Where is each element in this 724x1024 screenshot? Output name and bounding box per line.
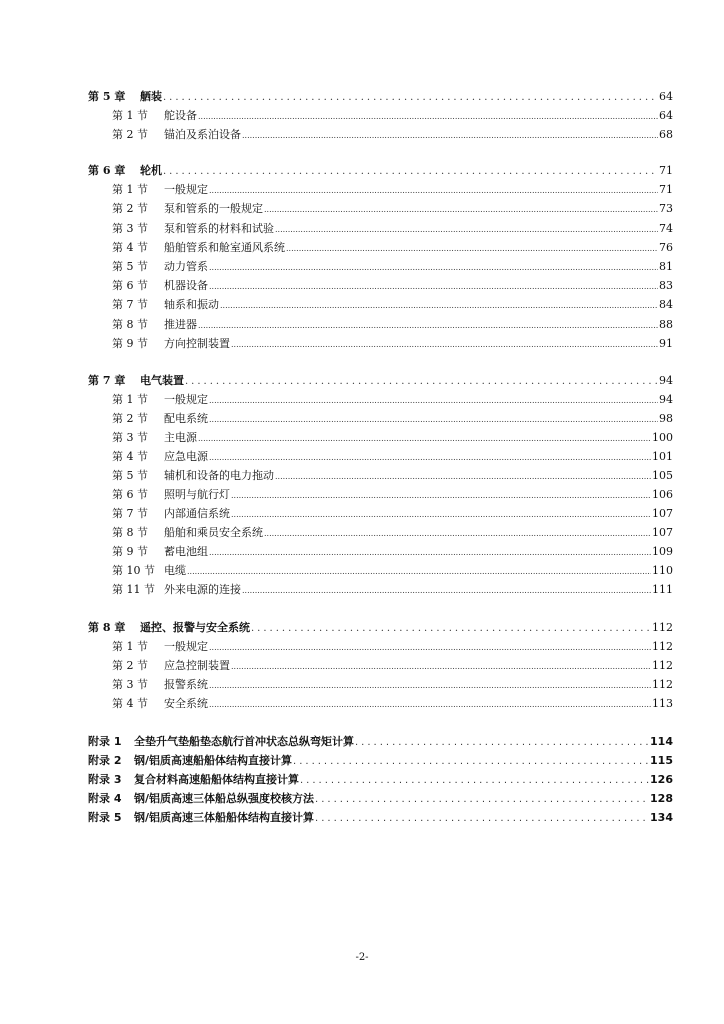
toc-entry-page: 101 xyxy=(652,450,673,463)
toc-entry-title: 安全系统 xyxy=(164,697,208,710)
dot-leader xyxy=(231,489,651,503)
toc-entry-number: 第 3 节 xyxy=(112,678,148,691)
dot-leader xyxy=(209,413,658,427)
toc-entry-number: 第 6 节 xyxy=(112,488,148,501)
toc-entry-title: 钢/铝质高速三体船总纵强度校核方法 xyxy=(134,792,315,805)
toc-chapter-entry[interactable] xyxy=(88,374,673,389)
toc-entry-title: 蓄电池组 xyxy=(164,545,208,558)
toc-entry-title: 主电源 xyxy=(164,431,197,444)
toc-entry-title: 电气装置 xyxy=(140,374,184,387)
toc-section-entry[interactable] xyxy=(112,241,673,256)
toc-entry-title: 船舶和乘员安全系统 xyxy=(164,526,263,539)
toc-entry-page: 73 xyxy=(659,202,673,215)
toc-entry-title: 钢/铝质高速三体船船体结构直接计算 xyxy=(134,811,315,824)
dot-leader xyxy=(315,793,649,807)
toc-entry-page: 71 xyxy=(659,183,673,196)
dot-leader xyxy=(209,698,651,712)
toc-section-entry[interactable] xyxy=(112,545,673,560)
toc-section-entry[interactable] xyxy=(112,488,673,503)
toc-entry-title: 外来电源的连接 xyxy=(164,583,241,596)
toc-chapter-entry[interactable] xyxy=(88,90,673,105)
dot-leader xyxy=(242,584,651,598)
dot-leader xyxy=(275,223,658,237)
toc-entry-number: 第 7 节 xyxy=(112,507,148,520)
toc-entry-page: 74 xyxy=(659,222,673,235)
toc-entry-title: 方向控制装置 xyxy=(164,337,230,350)
toc-entry-page: 64 xyxy=(659,90,673,103)
toc-entry-title: 配电系统 xyxy=(164,412,208,425)
dot-leader xyxy=(231,508,651,522)
toc-entry-number: 第 5 章 xyxy=(88,90,126,103)
dot-leader xyxy=(209,546,651,560)
dot-leader xyxy=(220,299,658,313)
toc-entry-page: 88 xyxy=(659,318,673,331)
toc-entry-title: 遥控、报警与安全系统 xyxy=(140,621,250,634)
toc-entry-page: 111 xyxy=(652,583,673,596)
toc-section-entry[interactable] xyxy=(112,279,673,294)
dot-leader xyxy=(355,736,649,750)
toc-section-entry[interactable] xyxy=(112,260,673,275)
toc-chapter-entry[interactable] xyxy=(88,621,673,636)
toc-entry-title: 应急电源 xyxy=(164,450,208,463)
toc-entry-title: 轮机 xyxy=(140,164,162,177)
toc-section-entry[interactable] xyxy=(112,183,673,198)
toc-entry-title: 舾装 xyxy=(140,90,162,103)
toc-entry-page: 114 xyxy=(650,735,673,748)
toc-entry-title: 电缆 xyxy=(164,564,186,577)
dot-leader xyxy=(198,319,658,333)
toc-entry-number: 第 1 节 xyxy=(112,393,148,406)
dot-leader xyxy=(275,470,651,484)
toc-entry-page: 112 xyxy=(652,621,673,634)
toc-entry-title: 泵和管系的材料和试验 xyxy=(164,222,274,235)
toc-section-entry[interactable] xyxy=(112,659,673,674)
toc-entry-number: 第 8 章 xyxy=(88,621,126,634)
toc-entry-number: 第 9 节 xyxy=(112,337,148,350)
toc-entry-page: 94 xyxy=(659,393,673,406)
dot-leader xyxy=(231,660,651,674)
dot-leader xyxy=(209,641,651,655)
toc-entry-title: 钢/铝质高速船船体结构直接计算 xyxy=(134,754,293,767)
toc-section-entry[interactable] xyxy=(112,507,673,522)
toc-entry-number: 第 9 节 xyxy=(112,545,148,558)
toc-entry-title: 照明与航行灯 xyxy=(164,488,230,501)
toc-entry-title: 复合材料高速船船体结构直接计算 xyxy=(134,773,299,786)
toc-entry-number: 第 11 节 xyxy=(112,583,155,596)
toc-entry-title: 动力管系 xyxy=(164,260,208,273)
toc-entry-title: 内部通信系统 xyxy=(164,507,230,520)
dot-leader xyxy=(209,679,651,693)
toc-chapter-entry[interactable] xyxy=(88,164,673,179)
dot-leader xyxy=(251,622,651,636)
toc-entry-number: 第 6 节 xyxy=(112,279,148,292)
toc-entry-number: 附录 1 xyxy=(88,735,122,748)
dot-leader xyxy=(315,812,649,826)
toc-entry-number: 第 4 节 xyxy=(112,241,148,254)
toc-appendix-entry[interactable] xyxy=(88,792,673,807)
toc-appendix-entry[interactable] xyxy=(88,735,673,750)
toc-entry-page: 126 xyxy=(650,773,673,786)
dot-leader xyxy=(300,774,649,788)
toc-entry-page: 94 xyxy=(659,374,673,387)
toc-section-entry[interactable] xyxy=(112,640,673,655)
toc-entry-number: 第 1 节 xyxy=(112,640,148,653)
toc-entry-number: 第 8 节 xyxy=(112,526,148,539)
toc-entry-page: 112 xyxy=(652,659,673,672)
toc-section-entry[interactable] xyxy=(112,564,673,579)
dot-leader xyxy=(242,129,658,143)
toc-appendix-entry[interactable] xyxy=(88,773,673,788)
toc-entry-title: 舵设备 xyxy=(164,109,197,122)
toc-section-entry[interactable] xyxy=(112,318,673,333)
toc-entry-page: 76 xyxy=(659,241,673,254)
dot-leader xyxy=(163,91,658,105)
toc-section-entry[interactable] xyxy=(112,583,673,598)
toc-entry-number: 第 10 节 xyxy=(112,564,155,577)
toc-entry-number: 附录 4 xyxy=(88,792,122,805)
toc-entry-title: 船舶管系和舱室通风系统 xyxy=(164,241,285,254)
toc-entry-page: 109 xyxy=(652,545,673,558)
toc-section-entry[interactable] xyxy=(112,678,673,693)
toc-entry-page: 107 xyxy=(652,507,673,520)
toc-entry-title: 轴系和振动 xyxy=(164,298,219,311)
toc-entry-page: 115 xyxy=(650,754,673,767)
toc-entry-number: 附录 2 xyxy=(88,754,122,767)
toc-section-entry[interactable] xyxy=(112,393,673,408)
toc-entry-number: 第 2 节 xyxy=(112,659,148,672)
dot-leader xyxy=(264,203,658,217)
dot-leader xyxy=(231,338,658,352)
toc-entry-title: 一般规定 xyxy=(164,183,208,196)
dot-leader xyxy=(163,165,658,179)
toc-entry-page: 98 xyxy=(659,412,673,425)
dot-leader xyxy=(209,261,658,275)
toc-section-entry[interactable] xyxy=(112,450,673,465)
toc-entry-page: 83 xyxy=(659,279,673,292)
toc-entry-title: 泵和管系的一般规定 xyxy=(164,202,263,215)
dot-leader xyxy=(209,280,658,294)
toc-entry-page: 128 xyxy=(650,792,673,805)
toc-entry-page: 81 xyxy=(659,260,673,273)
dot-leader xyxy=(198,432,651,446)
toc-entry-number: 第 1 节 xyxy=(112,109,148,122)
toc-entry-page: 112 xyxy=(652,678,673,691)
toc-appendix-entry[interactable] xyxy=(88,754,673,769)
toc-entry-title: 锚泊及系泊设备 xyxy=(164,128,241,141)
dot-leader xyxy=(209,451,651,465)
toc-entry-number: 第 7 节 xyxy=(112,298,148,311)
toc-entry-number: 第 2 节 xyxy=(112,202,148,215)
toc-section-entry[interactable] xyxy=(112,469,673,484)
page-number: -2- xyxy=(355,952,369,963)
toc-entry-number: 附录 3 xyxy=(88,773,122,786)
toc-entry-page: 68 xyxy=(659,128,673,141)
toc-entry-page: 71 xyxy=(659,164,673,177)
toc-section-entry[interactable] xyxy=(112,526,673,541)
toc-entry-title: 一般规定 xyxy=(164,640,208,653)
toc-entry-number: 第 4 节 xyxy=(112,697,148,710)
toc-entry-page: 91 xyxy=(659,337,673,350)
toc-entry-number: 第 6 章 xyxy=(88,164,126,177)
toc-entry-page: 105 xyxy=(652,469,673,482)
toc-entry-page: 106 xyxy=(652,488,673,501)
toc-entry-title: 报警系统 xyxy=(164,678,208,691)
toc-entry-page: 64 xyxy=(659,109,673,122)
toc-entry-page: 113 xyxy=(652,697,673,710)
toc-entry-page: 107 xyxy=(652,526,673,539)
toc-entry-page: 112 xyxy=(652,640,673,653)
toc-entry-page: 100 xyxy=(652,431,673,444)
toc-entry-number: 第 3 节 xyxy=(112,431,148,444)
toc-entry-number: 第 8 节 xyxy=(112,318,148,331)
toc-entry-title: 全垫升气垫船垫态航行首冲状态总纵弯矩计算 xyxy=(134,735,354,748)
toc-entry-number: 第 4 节 xyxy=(112,450,148,463)
toc-entry-page: 84 xyxy=(659,298,673,311)
toc-section-entry[interactable] xyxy=(112,697,673,712)
toc-entry-title: 辅机和设备的电力拖动 xyxy=(164,469,274,482)
toc-section-entry[interactable] xyxy=(112,337,673,352)
dot-leader xyxy=(286,242,658,256)
dot-leader xyxy=(209,394,658,408)
dot-leader xyxy=(185,375,658,389)
dot-leader xyxy=(209,184,658,198)
toc-entry-number: 第 1 节 xyxy=(112,183,148,196)
dot-leader xyxy=(187,565,651,579)
toc-entry-number: 第 3 节 xyxy=(112,222,148,235)
toc-entry-page: 110 xyxy=(652,564,673,577)
toc-entry-number: 第 2 节 xyxy=(112,412,148,425)
toc-entry-title: 推进器 xyxy=(164,318,197,331)
toc-entry-number: 第 7 章 xyxy=(88,374,126,387)
toc-section-entry[interactable] xyxy=(112,202,673,217)
toc-entry-number: 第 5 节 xyxy=(112,260,148,273)
dot-leader xyxy=(264,527,651,541)
dot-leader xyxy=(198,110,658,124)
toc-appendix-entry[interactable] xyxy=(88,811,673,826)
toc-section-entry[interactable] xyxy=(112,431,673,446)
toc-entry-title: 应急控制装置 xyxy=(164,659,230,672)
toc-section-entry[interactable] xyxy=(112,109,673,124)
dot-leader xyxy=(293,755,649,769)
toc-entry-page: 134 xyxy=(650,811,673,824)
toc-section-entry[interactable] xyxy=(112,298,673,313)
toc-entry-number: 第 5 节 xyxy=(112,469,148,482)
toc-section-entry[interactable] xyxy=(112,222,673,237)
toc-section-entry[interactable] xyxy=(112,412,673,427)
toc-entry-title: 机器设备 xyxy=(164,279,208,292)
toc-entry-title: 一般规定 xyxy=(164,393,208,406)
toc-section-entry[interactable] xyxy=(112,128,673,143)
toc-entry-number: 第 2 节 xyxy=(112,128,148,141)
toc-entry-number: 附录 5 xyxy=(88,811,122,824)
